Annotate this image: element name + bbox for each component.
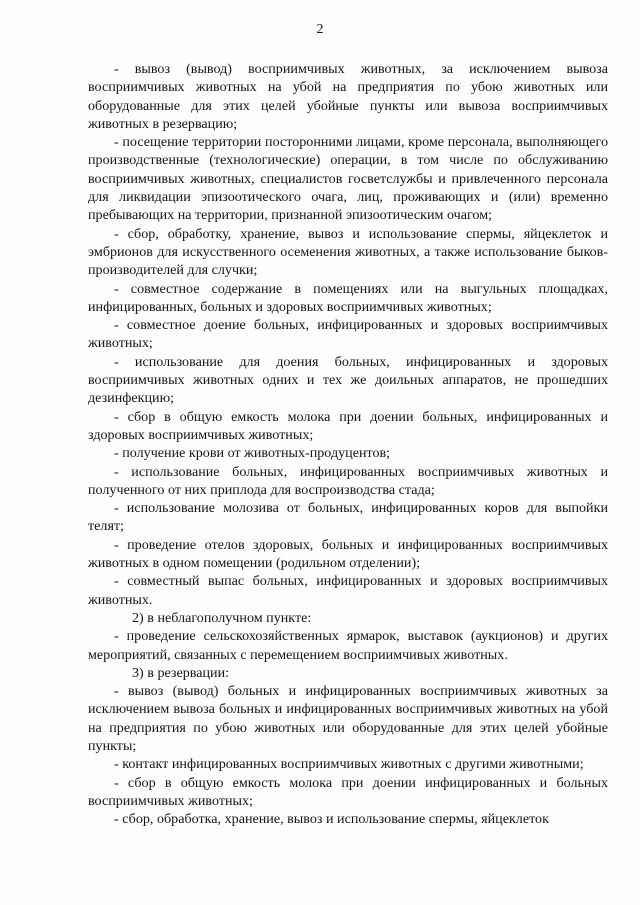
page-number: 2: [316, 22, 324, 37]
paragraph-joint-milking: - совместное доение больных, инфицированных и здоровых восприимчивых животных;: [88, 317, 608, 352]
paragraph-colostrum-use: - использование молозива от больных, инфицированных коров для выпойки телят;: [88, 500, 608, 535]
paragraph-reservation-contact: - контакт инфицированных восприимчивых животных с другими животными;: [114, 756, 584, 773]
paragraph-reservation-export: - вывоз (вывод) больных и инфицированных восприимчивых животных за исключением вывоза больных и инфицированных восприимчивых животных на убой на предприятия по убою животных или оборудованные для этих целей убойные пункты;: [88, 683, 608, 754]
paragraph-blood-collection: - получение крови от животных-продуцентов;: [114, 445, 391, 462]
paragraph-reservation-sperm: - сбор, обработка, хранение, вывоз и использование спермы, яйцеклеток: [114, 811, 549, 828]
document-body: [88, 60, 608, 828]
paragraph-export-animals: - вывоз (вывод) восприимчивых животных, за исключением вывоза восприимчивых животных на убой на предприятия по убою животных или оборудованные для этих целей убойные пункты или вывоза восприимчивых животных в резервацию;: [88, 61, 608, 132]
paragraph-joint-grazing: - совместный выпас больных, инфицированных и здоровых восприимчивых животных.: [88, 573, 608, 608]
paragraph-joint-housing: - совместное содержание в помещениях или на выгульных площадках, инфицированных, больных и здоровых восприимчивых животных;: [88, 280, 608, 315]
paragraph-calving: - проведение отелов здоровых, больных и инфицированных восприимчивых животных в одном помещении (родильном отделении);: [88, 536, 608, 572]
paragraph-sperm-embryos: - сбор, обработку, хранение, вывоз и использование спермы, яйцеклеток и эмбрионов для искусственного осеменения животных, а также использование быков-производителей для случки;: [88, 225, 608, 279]
paragraph-milking-machines: - использование для доения больных, инфицированных и здоровых восприимчивых животных одних и тех же доильных аппаратов, не прошедших дезинфекцию;: [88, 353, 608, 407]
paragraph-common-milk-container: - сбор в общую емкость молока при доении больных, инфицированных и здоровых восприимчивых животных;: [88, 408, 608, 443]
paragraph-visits-outsiders: - посещение территории посторонними лицами, кроме персонала, выполняющего производственные (технологические) операции, в том числе по обслуживанию восприимчивых животных, специалистов госветслужбы и привлеченного персонала для ликвидации эпизоотического очага, лиц, проживающих и (или) временно пребывающих на территории, признанной эпизоотическим очагом;: [88, 134, 608, 224]
subheading-reservation: 3) в резервации:: [132, 664, 230, 681]
paragraph-reservation-milk: - сбор в общую емкость молока при доении инфицированных и больных восприимчивых животных;: [88, 774, 608, 809]
subheading-unfavorable-locality: 2) в неблагополучном пункте:: [132, 609, 312, 626]
paragraph-reproduction-use: - использование больных, инфицированных восприимчивых животных и полученного от них приплода для воспроизводства стада;: [88, 463, 608, 498]
paragraph-fairs-exhibitions: - проведение сельскохозяйственных ярмарок, выставок (аукционов) и других мероприятий, связанных с перемещением восприимчивых животных.: [88, 628, 608, 663]
